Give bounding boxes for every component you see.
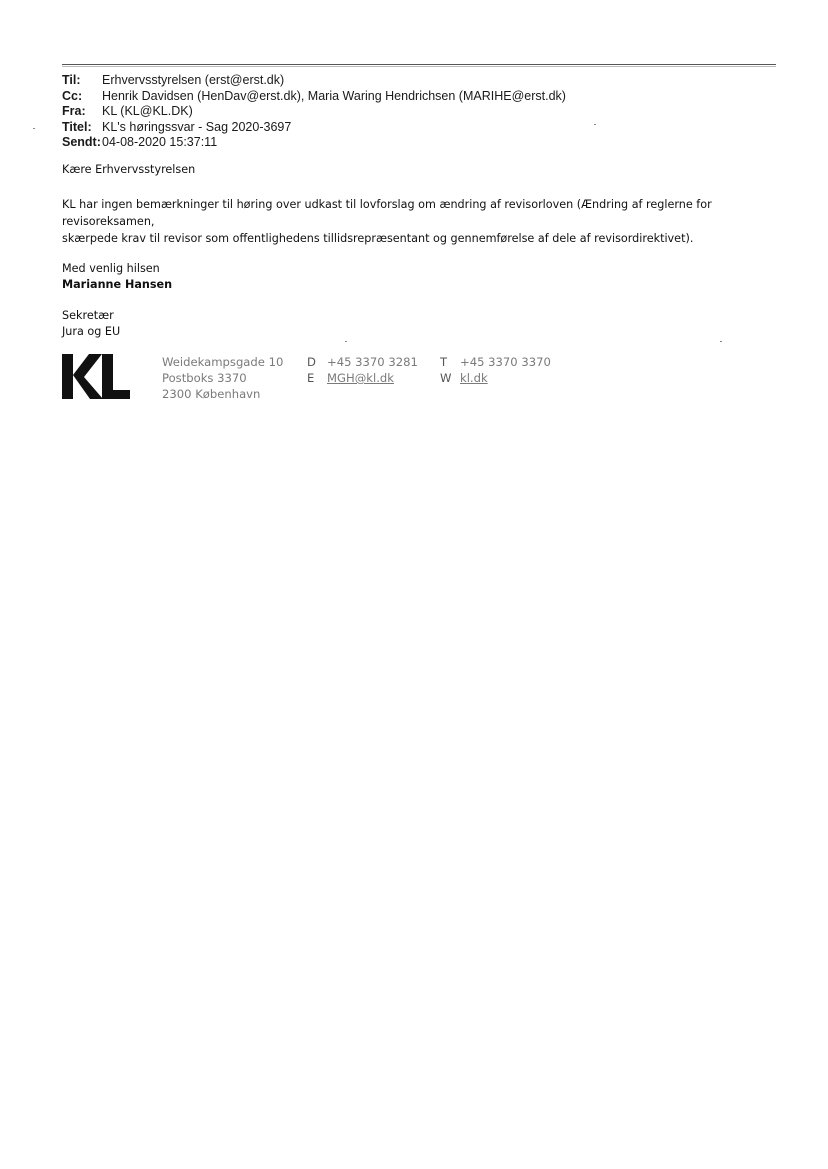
from-label: Fra:	[62, 104, 86, 119]
to-value: Erhvervsstyrelsen (erst@erst.dk)	[102, 73, 285, 87]
from-value: KL (KL@KL.DK)	[102, 104, 193, 119]
subject-label: Titel:	[62, 119, 92, 134]
web-row	[440, 370, 551, 386]
sent-value: 04-08-2020 15:37:11	[102, 135, 218, 150]
address-block	[162, 354, 283, 402]
role-title: Sekretær	[62, 309, 114, 322]
scan-speck	[33, 128, 35, 129]
kl-logo-mark	[62, 354, 132, 400]
header-divider	[62, 64, 776, 65]
role-block	[62, 308, 120, 340]
to-label: Til:	[62, 73, 81, 87]
to-row	[62, 73, 566, 89]
body-paragraph-line-2: skærpede krav til revisor som offentlighedens tillidsrepræsentant og gennemførelse af dele af revisordirektivet).	[62, 232, 694, 245]
tel-phone: +45 3370 3370	[460, 355, 551, 369]
body-paragraph	[62, 196, 782, 247]
cc-label: Cc:	[62, 88, 83, 103]
address-city: 2300 København	[162, 387, 261, 401]
tel-label: T	[440, 355, 448, 369]
header-divider-secondary	[62, 66, 776, 67]
web-label: W	[440, 371, 452, 385]
tel-row	[440, 354, 551, 370]
email-row	[307, 370, 418, 386]
from-row	[62, 104, 566, 120]
kl-logo	[62, 354, 132, 405]
direct-contact-block	[307, 354, 418, 386]
scan-speck	[594, 124, 596, 125]
email-label: E	[307, 371, 315, 385]
cc-row	[62, 89, 566, 105]
email-link[interactable]: MGH@kl.dk	[327, 371, 394, 385]
signer-name: Marianne Hansen	[62, 278, 173, 291]
general-contact-block	[440, 354, 551, 386]
subject-row	[62, 120, 566, 136]
sent-label: Sendt:	[62, 135, 101, 150]
direct-phone-row	[307, 354, 418, 370]
address-pobox: Postboks 3370	[162, 371, 247, 385]
closing-phrase: Med venlig hilsen	[62, 262, 160, 275]
web-link[interactable]: kl.dk	[460, 371, 488, 385]
direct-label: D	[307, 355, 316, 369]
cc-value: Henrik Davidsen (HenDav@erst.dk), Maria Waring Hendrichsen (MARIHE@erst.dk)	[102, 88, 566, 103]
closing-block	[62, 261, 172, 293]
direct-phone: +45 3370 3281	[327, 355, 418, 369]
greeting: Kære Erhvervsstyrelsen	[62, 163, 196, 176]
scan-speck	[720, 341, 722, 342]
subject-value: KL's høringssvar - Sag 2020-3697	[102, 119, 292, 134]
body-paragraph-line-1: KL har ingen bemærkninger til høring over udkast til lovforslag om ændring af revisorloven (Ændring af reglerne for revisoreksamen,	[62, 198, 712, 228]
sent-row	[62, 135, 566, 151]
email-header	[62, 73, 566, 151]
department: Jura og EU	[62, 325, 121, 338]
scan-speck	[345, 341, 347, 342]
address-street: Weidekampsgade 10	[162, 355, 284, 369]
